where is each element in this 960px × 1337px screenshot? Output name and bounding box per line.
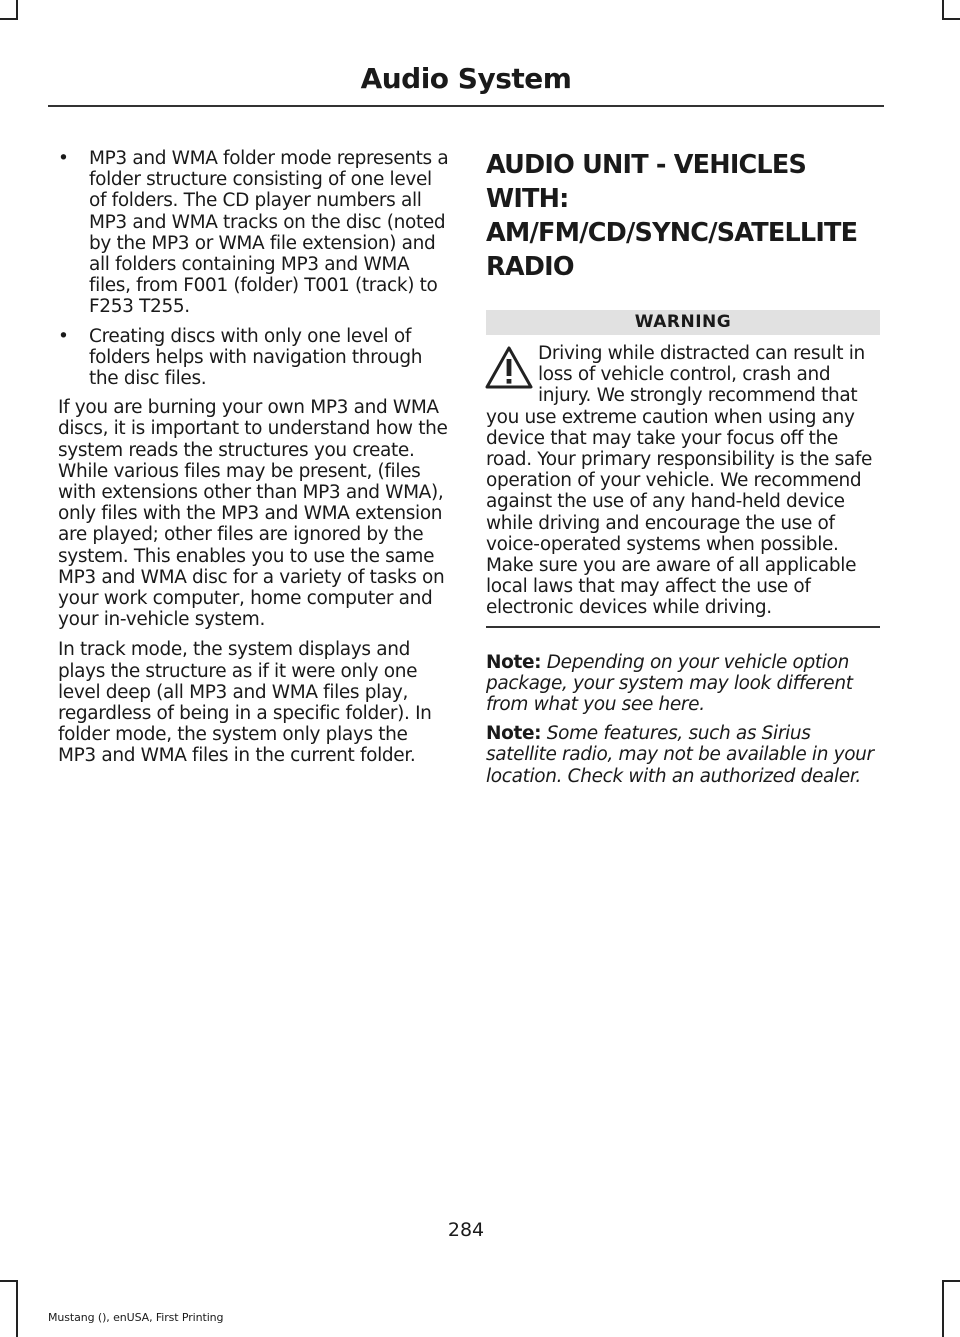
header-divider (48, 105, 884, 107)
warning-triangle-icon (484, 345, 534, 391)
footer-text: Mustang (), enUSA, First Printing (48, 1311, 224, 1324)
bullet-icon: • (58, 325, 69, 347)
list-item: • MP3 and WMA folder mode represents a folder structure consisting of one level of folders. The CD player numbers all MP3 and WMA tracks on the disc (noted by the MP3 or WMA file extension) and all folders containing MP3 and WMA files, from F001 (folder) T001 (track) to F253 T255. (58, 148, 449, 318)
page-title: Audio System (360, 62, 572, 95)
warning-body (486, 343, 880, 619)
right-column (486, 148, 880, 787)
crop-mark (16, 1280, 18, 1337)
crop-mark (942, 0, 944, 20)
bullet-icon: • (58, 148, 69, 169)
warning-box (486, 310, 880, 628)
section-heading: AUDIO UNIT - VEHICLES WITH: AM/FM/CD/SYNC/SATELLITE RADIO (486, 150, 858, 282)
warning-text: Driving while distracted can result in loss of vehicle control, crash and injury. We strongly recommend that you use extreme caution when using any device that may take your focus off the road. Your primary responsibility is the safe operation of your vehicle. We recommend against the use of any hand-held device while driving and encourage the use of voice-operated systems when possible. Make sure you are aware of all applicable local laws that may affect the use of electronic devices while driving. (486, 343, 873, 619)
note-text: Some features, such as Sirius satellite radio, may not be available in your location. Check with an authorized dealer. (486, 723, 874, 787)
crop-mark (942, 18, 960, 20)
note (486, 723, 880, 787)
body-paragraph: In track mode, the system displays and plays the structure as if it were only one level deep (all MP3 and WMA files play, regardless of being in a specific folder). In folder mode, the system only plays the MP3 and WMA files in the current folder. (58, 639, 432, 767)
note-label: Note: (486, 723, 542, 745)
crop-mark (16, 0, 18, 20)
page-number: 284 (447, 1219, 485, 1241)
crop-mark (0, 18, 18, 20)
note (486, 652, 880, 716)
crop-mark (0, 1280, 18, 1282)
left-column (58, 148, 450, 776)
warning-divider (486, 626, 880, 628)
note-text: Depending on your vehicle option package, your system may look different from what you see here. (486, 651, 853, 716)
crop-mark (942, 1280, 960, 1282)
page-header (48, 62, 884, 95)
body-paragraph: If you are burning your own MP3 and WMA discs, it is important to understand how the system reads the structures you create. While various files may be present, (files with extensions other than MP3 and WMA), only files with the MP3 and WMA extension are played; other files are ignored by the system. This enables you to use the same MP3 and WMA disc for a variety of tasks on your work computer, home computer and your in-vehicle system. (58, 397, 448, 631)
list-item: • Creating discs with only one level of folders helps with navigation through the disc files. (58, 325, 423, 390)
note-label: Note: (486, 651, 542, 673)
bullet-list (58, 148, 450, 389)
crop-mark (942, 1280, 944, 1337)
warning-label: WARNING (486, 310, 880, 335)
